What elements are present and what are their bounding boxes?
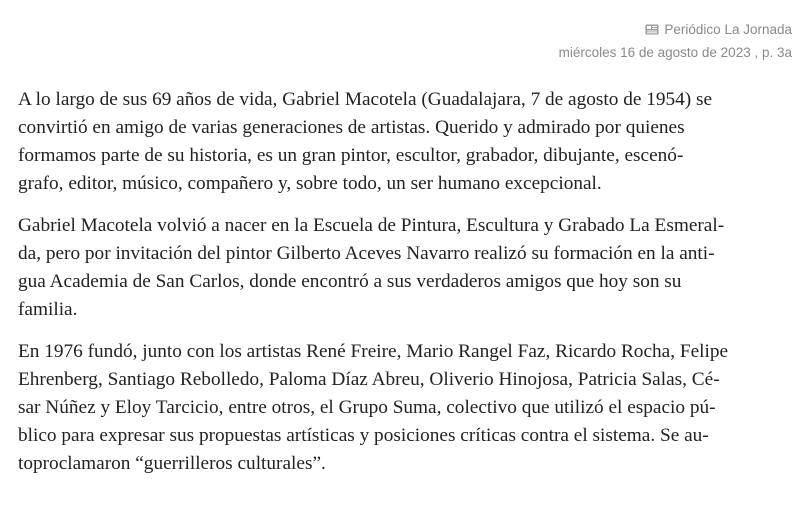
paragraph-line: convirtió en amigo de varias generaciones de artistas. Querido y admirado por quienes	[18, 117, 685, 138]
source-block	[559, 18, 792, 64]
paragraph-line: Gabriel Macotela volvió a nacer en la Escuela de Pintura, Escultura y Grabado La Esmeral-	[18, 215, 725, 236]
paragraph-line: grafo, editor, músico, compañero y, sobre todo, un ser humano excepcional.	[18, 173, 602, 194]
article-paragraph	[18, 86, 790, 198]
publication-name: Periódico La Jornada	[664, 22, 792, 37]
publication-date-page: miércoles 16 de agosto de 2023 , p. 3a	[558, 45, 792, 60]
paragraph-line: familia.	[18, 299, 78, 320]
paragraph-line: En 1976 fundó, junto con los artistas René Freire, Mario Rangel Faz, Ricardo Rocha, Felipe	[18, 341, 729, 362]
newspaper-icon	[645, 24, 659, 35]
publication-line	[559, 18, 792, 41]
article-paragraph	[18, 212, 790, 324]
paragraph-line: da, pero por invitación del pintor Gilberto Aceves Navarro realizó su formación en la anti-	[18, 243, 715, 264]
paragraph-line: formamos parte de su historia, es un gran pintor, escultor, grabador, dibujante, escenó-	[18, 145, 684, 166]
article-paragraph	[18, 338, 790, 478]
paragraph-line: A lo largo de sus 69 años de vida, Gabriel Macotela (Guadalajara, 7 de agosto de 1954) se	[18, 89, 713, 110]
paragraph-line: gua Academia de San Carlos, donde encontró a sus verdaderos amigos que hoy son su	[18, 271, 682, 292]
paragraph-line: Ehrenberg, Santiago Rebolledo, Paloma Díaz Abreu, Oliverio Hinojosa, Patricia Salas, Cé-	[18, 369, 720, 390]
article-body	[18, 86, 790, 492]
paragraph-line: blico para expresar sus propuestas artísticas y posiciones críticas contra el sistema. Se au-	[18, 425, 709, 446]
paragraph-line: sar Núñez y Eloy Tarcicio, entre otros, el Grupo Suma, colectivo que utilizó el espacio pú-	[18, 397, 716, 418]
paragraph-line: toproclamaron “guerrilleros culturales”.	[18, 453, 326, 474]
